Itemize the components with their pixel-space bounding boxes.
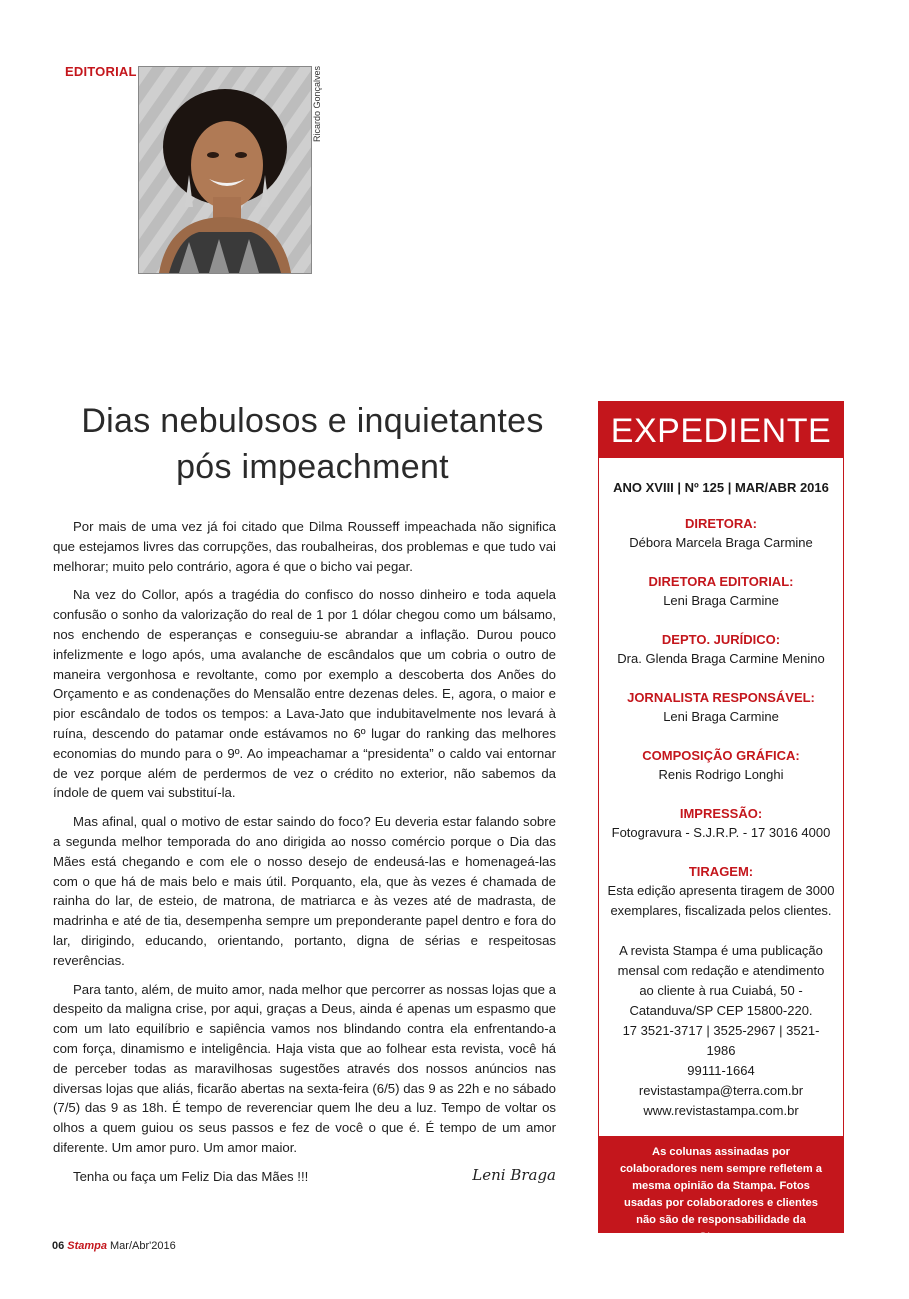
article-title xyxy=(40,398,585,490)
staff-role xyxy=(599,747,843,785)
role-title: TIRAGEM: xyxy=(688,864,754,879)
role-title: DIRETORA EDITORIAL: xyxy=(648,574,794,589)
contact-text: A revista Stampa é uma publicação mensal com redação e atendimento ao cliente à rua Cuiabá, 50 - Catanduva/SP CEP 15800-220. xyxy=(617,943,825,1018)
paragraph: Na vez do Collor, após a tragédia do confisco do nosso dinheiro e toda aquela confusão o sonho da valorização do real de 1 por 1 dólar chegou como um bálsamo, nos enchendo de esperanças e conseguiu-se abrandar a inflação. Durou pouco infelizmente e logo após, uma avalanche de escândalos que um cobria o outro de maneira vergonhosa e revoltante, como por exemplo a descoberta dos Anões do Orçamento e as condenações do Mensalão entre dezenas deles. E, agora, o maior e pior escândalo de todos os tempos: a Lava-Jato que indubitavelmente nos levará à ruína, descendo do patamar onde estávamos no 6º lugar do ranking das melhores economias do mundo para o 9º. Ao impeachamar a “presidenta” o caldo vai entornar de vez porque além de perdermos de vez o crédito no exterior, não sabemos da índole de quem vai substituí-la. xyxy=(53,587,556,801)
footer-brand: Stampa xyxy=(67,1240,107,1252)
role-name: Esta edição apresenta tiragem de 3000 exemplares, fiscalizada pelos clientes. xyxy=(607,883,835,918)
staff-role xyxy=(599,863,843,921)
title-line-1: Dias nebulosos e inquietantes xyxy=(81,402,544,440)
role-name: Fotogravura - S.J.R.P. - 17 3016 4000 xyxy=(611,825,831,840)
role-name: Leni Braga Carmine xyxy=(663,709,779,724)
contact-website: www.revistastampa.com.br xyxy=(643,1103,799,1118)
role-title: COMPOSIÇÃO GRÁFICA: xyxy=(642,748,800,763)
staff-role xyxy=(599,631,843,669)
role-name: Renis Rodrigo Longhi xyxy=(658,767,784,782)
author-photo xyxy=(138,66,312,274)
disclaimer-box: As colunas assinadas por colaboradores nem sempre refletem a mesma opinião da Stampa. Fotos usadas por colaboradores e clientes não são de responsabilidade da Stampa. xyxy=(599,1136,843,1232)
staff-role xyxy=(599,805,843,843)
role-name: Dra. Glenda Braga Carmine Menino xyxy=(617,651,825,666)
role-title: DIRETORA: xyxy=(685,516,757,531)
contact-email: revistastampa@terra.com.br xyxy=(638,1083,804,1098)
page-footer xyxy=(52,1240,176,1252)
title-line-2: pós impeachment xyxy=(176,448,449,486)
page-number: 06 xyxy=(52,1240,65,1252)
role-name: Débora Marcela Braga Carmine xyxy=(629,535,813,550)
role-title: IMPRESSÃO: xyxy=(679,806,763,821)
contact-mobile: 99111-1664 xyxy=(687,1063,755,1078)
role-title: DEPTO. JURÍDICO: xyxy=(661,632,781,647)
issue-info: ANO XVIII | Nº 125 | MAR/ABR 2016 xyxy=(613,480,829,495)
staff-role xyxy=(599,573,843,611)
author-signature: Leni Braga xyxy=(472,1166,556,1184)
footer-edition: Mar/Abr'2016 xyxy=(110,1240,176,1252)
article-body xyxy=(53,517,556,1196)
author-portrait-image xyxy=(139,67,311,273)
role-title: JORNALISTA RESPONSÁVEL: xyxy=(627,690,815,705)
paragraph: Por mais de uma vez já foi citado que Dilma Rousseff impeachada não significa que estejamos livres das corrupções, das roubalheiras, dos problemas e que tudo vai melhorar; muito pelo contrário, agora é que o bicho vai pegar. xyxy=(53,519,556,574)
sidebar-header: EXPEDIENTE xyxy=(599,402,843,458)
role-name: Leni Braga Carmine xyxy=(663,593,779,608)
photo-credit: Ricardo Gonçalves xyxy=(312,66,322,143)
expediente-sidebar xyxy=(598,401,844,1243)
staff-role xyxy=(599,515,843,553)
paragraph: Tenha ou faça um Feliz Dia das Mães !!! xyxy=(73,1168,309,1184)
section-label: EDITORIAL xyxy=(65,64,137,79)
paragraph: Para tanto, além, de muito amor, nada melhor que percorrer as nossas lojas que a despeito da maligna crise, por aqui, graças a Deus, ainda é apenas um espasmo que com um lato equilíbrio e sapiência vamos nos blindando contra ela enfrentando-a com força, dinamismo e inteligência. Haja vista que ao folhear esta revista, você há de perceber todas as maravilhosas sugestões através dos nossos anúncios nas diversas lojas que aliás, ficarão abertas na sexta-feira (6/5) das 9 as 22h e no sábado (7/5) das 9 as 18h. É tempo de reverenciar quem lhe deu a luz. Tempo de voltar os olhos a quem guiou os seus passos e fez de você o que é. É tempo de um amor diferente. Um amor puro. Um amor maior. xyxy=(53,981,556,1155)
staff-role xyxy=(599,689,843,727)
contact-info xyxy=(599,941,843,1121)
contact-phones: 17 3521-3717 | 3525-2967 | 3521-1986 xyxy=(622,1023,820,1058)
paragraph: Mas afinal, qual o motivo de estar saindo do foco? Eu deveria estar falando sobre a segunda melhor temporada do ano dirigida ao nosso comércio porque o Dia das Mães está chegando e com ele o nosso desejo de endeusá-las e homenageá-las com o que há de mais belo e mais útil. Porquanto, ela, que às vezes é chamada de rainha do lar, de esteio, de matrona, de matriarca e às vezes até de madrasta, de madrinha e até de tia, desempenha sempre um preponderante papel dentro e fora do lar, dirigindo, educando, orientando, portanto, digna de sérias e respeitosas reverências. xyxy=(53,814,556,968)
